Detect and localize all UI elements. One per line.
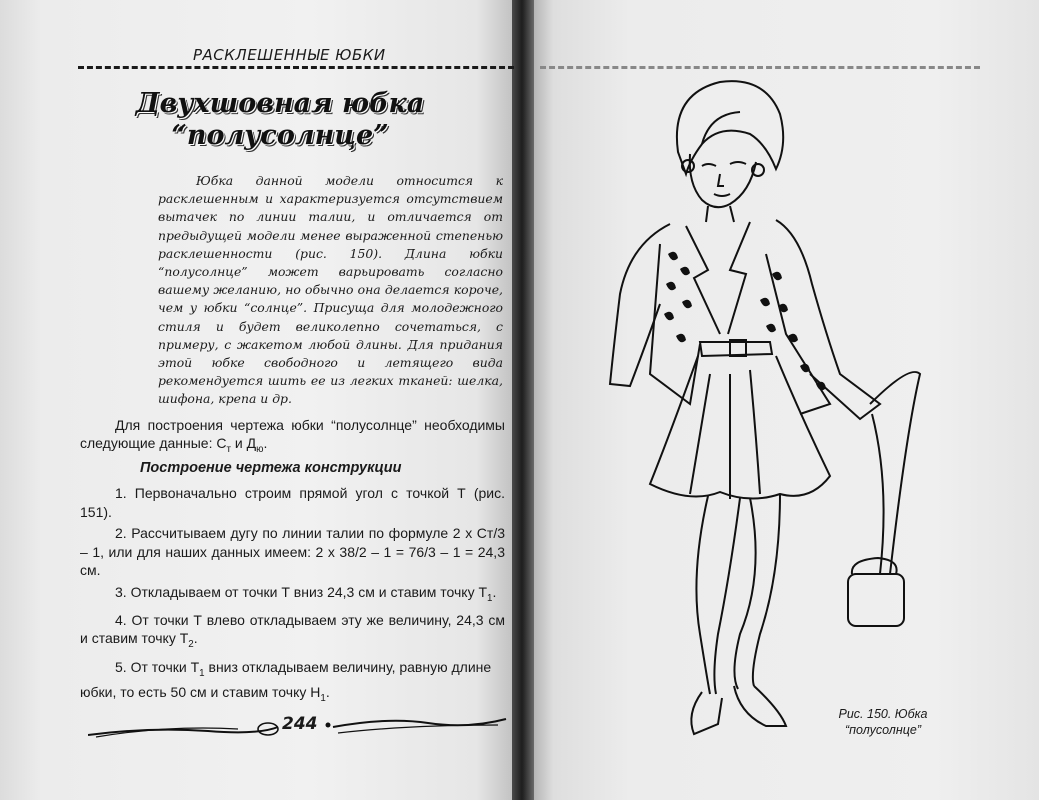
data-para-text: Для построения чертежа юбки “полусолнце” необходимы следующие данные: С — [80, 417, 505, 451]
intro-paragraph: Юбка данной модели относится к расклешенным и характеризуется отсутствием вытачек по линии талии, и отличается от предыдущей модели менее выраженной степенью расклешенности (рис. 150). Длина юбки “полусолнце” может варьировать согласно вашему желанию, но обычно она делается короче, чем у юбки “солнце”. Присуща для молодежного стиля и будет великолепно сочетаться, с примеру, с жакетом любой длины. Для придания этой юбке свободного и летящего вида рекомендуется шить ее из легких тканей: шелка, шифона, крепа и др. — [158, 173, 503, 407]
book-gutter — [512, 0, 534, 800]
step-5-sub1: 1 — [199, 667, 205, 679]
right-header-dashed-rule — [540, 66, 980, 69]
title-line-1: Двухшовная юбка — [135, 88, 425, 119]
title-line-2: “полусолнце” — [171, 120, 389, 151]
step-1: 1. Первоначально строим прямой угол с точкой Т (рис. 151). — [80, 485, 505, 520]
figure-caption — [818, 706, 948, 738]
step-3-text: 3. Откладываем от точки Т вниз 24,3 см и ставим точку Т — [115, 583, 488, 600]
step-5-text: 5. От точки Т — [115, 658, 200, 675]
caption-line-1: Рис. 150. Юбка — [838, 707, 928, 721]
chapter-title — [130, 88, 430, 152]
construction-steps — [80, 484, 505, 711]
subscript-t: т — [226, 443, 231, 455]
required-data-paragraph — [80, 416, 505, 459]
subscript-yu: ю — [256, 443, 264, 455]
step-4-text: 4. От точки Т влево откладываем эту же величину, 24,3 см и ставим точку Т — [80, 611, 505, 647]
step-3-end: . — [492, 583, 497, 600]
running-head: РАСКЛЕШЕННЫЕ ЮБКИ — [193, 46, 386, 64]
step-4-sub: 2 — [188, 639, 194, 651]
step-5 — [80, 658, 505, 709]
caption-line-2: “полусолнце” — [845, 723, 921, 737]
step-3 — [80, 583, 505, 608]
data-para-end: . — [263, 435, 268, 451]
page-number: 244 — [282, 714, 318, 734]
fashion-illustration — [590, 74, 935, 744]
header-dashed-rule — [78, 66, 514, 69]
step-5-text-b: вниз откладываем величину, равную длине юбки, то есть 50 см и ставим точку Н — [80, 658, 492, 700]
data-para-mid: и Д — [231, 435, 257, 451]
step-2: 2. Рассчитываем дугу по линии талии по формуле 2 х Ст/3 – 1, или для наших данных имеем: 2 х 38/2 – 1 = 76/3 – 1 = 24,3 см. — [80, 525, 505, 578]
step-5-end: . — [325, 683, 330, 700]
step-3-sub: 1 — [487, 592, 493, 604]
step-4-end: . — [193, 630, 198, 647]
step-5-sub2: 1 — [320, 692, 326, 704]
section-title: Построение чертежа конструкции — [140, 460, 402, 476]
step-4 — [80, 611, 505, 655]
